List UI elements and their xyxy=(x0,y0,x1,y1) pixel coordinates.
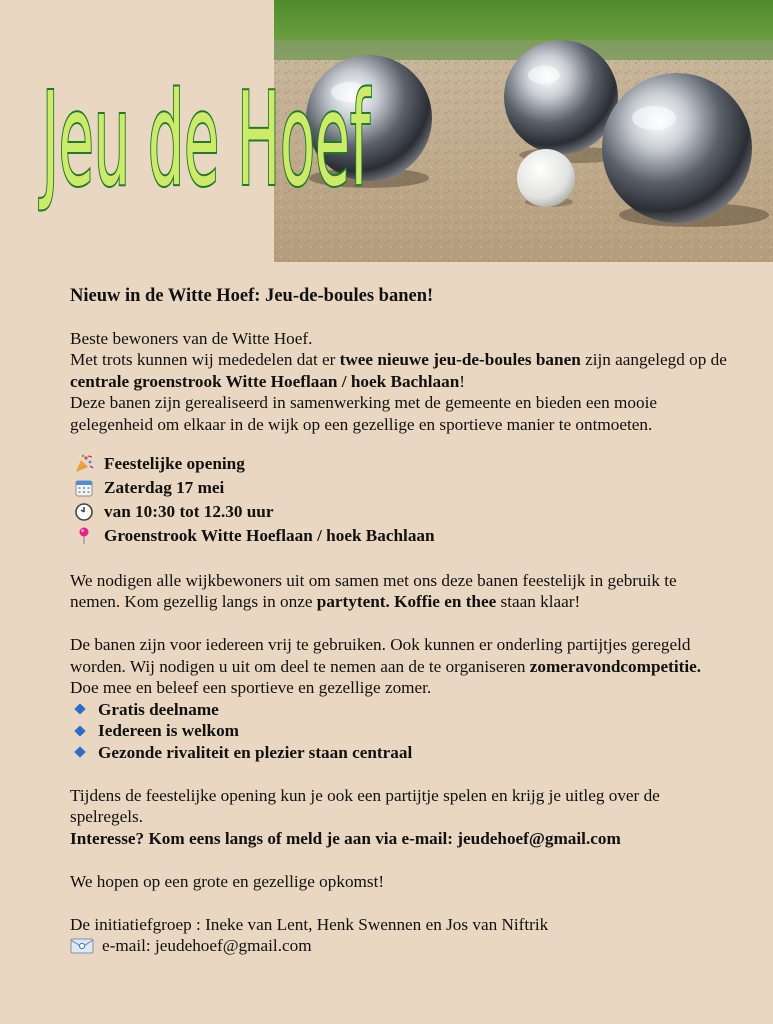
contact-email: e-mail: jeudehoef@gmail.com xyxy=(70,935,730,957)
logo-title xyxy=(38,36,378,216)
event-title: Feestelijke opening xyxy=(72,452,730,476)
intro-paragraph-2: Deze banen zijn gerealiseerd in samenwerking met de gemeente en bieden een mooie gelegenheid om elkaar in de wijk op een gezellige en sportieve manier te ontmoeten. xyxy=(70,393,657,434)
interest-line: Interesse? Kom eens langs of meld je aan via e-mail: jeudehoef@gmail.com xyxy=(70,828,621,848)
clock-icon xyxy=(72,500,96,524)
diamond-bullet-icon xyxy=(74,725,85,736)
signoff-line: De initiatiefgroep : Ineke van Lent, Henk Swennen en Jos van Niftrik xyxy=(70,914,549,934)
envelope-icon xyxy=(70,936,96,956)
diamond-bullet-icon xyxy=(74,747,85,758)
greeting: Beste bewoners van de Witte Hoef. xyxy=(70,328,313,348)
event-date: Zaterdag 17 mei xyxy=(72,476,730,500)
invite-paragraph: We nodigen alle wijkbewoners uit om samen met ons deze banen feestelijk in gebruik te nemen. Kom gezellig langs in onze partytent. Koffie en thee staan klaar! xyxy=(70,570,677,611)
event-details xyxy=(70,452,730,548)
intro-paragraph: Met trots kunnen wij mededelen dat er twee nieuwe jeu-de-boules banen zijn aangelegd op de centrale groenstrook Witte Hoeflaan / hoek Bachlaan! xyxy=(70,350,727,391)
party-popper-icon xyxy=(72,452,96,476)
flyer-body xyxy=(70,286,730,957)
headline: Nieuw in de Witte Hoef: Jeu-de-boules banen! xyxy=(70,286,434,306)
usage-paragraph: De banen zijn voor iedereen vrij te gebruiken. Ook kunnen er onderling partijtjes geregeld worden. Wij nodigen u uit om deel te nemen aan de te organiseren zomeravondcompetitie. Doe mee en beleef een sportieve en gezellige zomer. xyxy=(70,635,702,697)
list-item: Gratis deelname xyxy=(76,699,730,721)
calendar-icon xyxy=(72,476,96,500)
list-item: Iedereen is welkom xyxy=(76,720,730,742)
diamond-bullet-icon xyxy=(74,704,85,715)
hope-line: We hopen op een grote en gezellige opkomst! xyxy=(70,871,385,891)
event-time: van 10:30 tot 12.30 uur xyxy=(72,500,730,524)
opening-play-paragraph: Tijdens de feestelijke opening kun je ook een partijtje spelen en krijg je uitleg over de spelregels. xyxy=(70,785,660,826)
logo-text: Jeu de Hoef xyxy=(38,66,372,215)
list-item: Gezonde rivaliteit en plezier staan centraal xyxy=(76,742,730,764)
location-pin-icon xyxy=(72,524,96,548)
benefits-list xyxy=(70,699,730,764)
event-location: Groenstrook Witte Hoeflaan / hoek Bachlaan xyxy=(72,524,730,548)
